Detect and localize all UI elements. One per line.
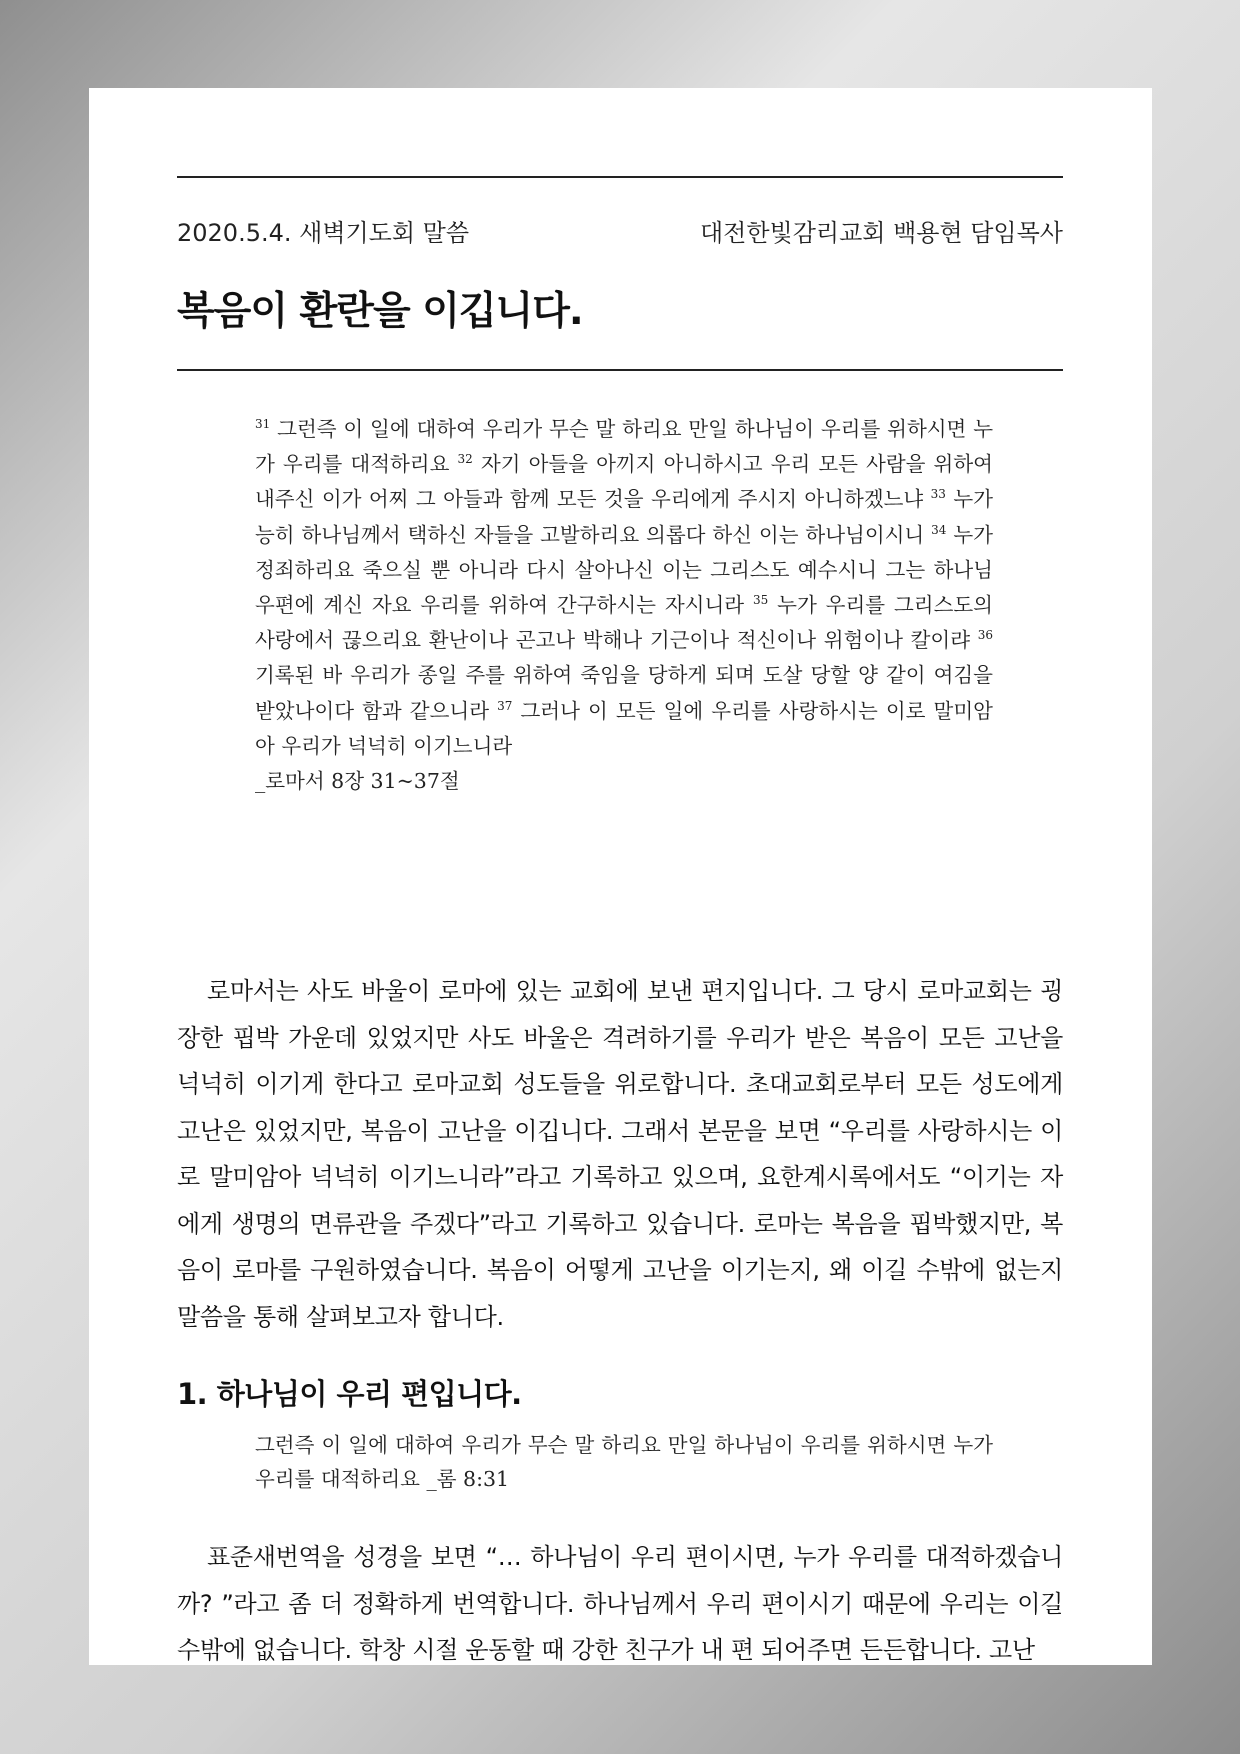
sermon-date-label: 2020.5.4. 새벽기도회 말씀 [177,219,470,247]
verse-text: 자기 아들을 아끼지 아니하시고 우리 모든 사람을 위하여 내주신 이가 어찌 그 아들과 함께 모든 것을 우리에게 주시지 아니하겠느냐 [255,452,993,512]
scripture-quote [255,412,993,799]
verse-number: 37 [497,698,513,713]
document-page [89,88,1152,1665]
intro-paragraph: 로마서는 사도 바울이 로마에 있는 교회에 보낸 편지입니다. 그 당시 로마교회는 굉장한 핍박 가운데 있었지만 사도 바울은 격려하기를 우리가 받은 복음이 모든 고난을 넉넉히 이기게 한다고 로마교회 성도들을 위로합니다. 초대교회로부터 모든 성도에게 고난은 있었지만, 복음이 고난을 이깁니다. 그래서 본문을 보면 “우리를 사랑하시는 이로 말미암아 넉넉히 이기느니라”라고 기록하고 있으며, 요한계시록에서도 “이기는 자에게 생명의 면류관을 주겠다”라고 기록하고 있습니다. 로마는 복음을 핍박했지만, 복음이 로마를 구원하였습니다. 복음이 어떻게 고난을 이기는지, 왜 이길 수밖에 없는지 말씀을 통해 살펴보고자 합니다. [177,977,1063,1331]
header-bottom-rule [177,369,1063,371]
church-pastor-label: 대전한빛감리교회 백용현 담임목사 [699,219,1063,247]
verse-number: 35 [752,593,769,608]
header-top-rule [177,176,1063,178]
verse-number: 36 [977,628,993,643]
header-meta [177,213,1063,248]
section-1-paragraph: 표준새번역을 성경을 보면 “… 하나님이 우리 편이시면, 누가 우리를 대적하겠습니까? ”라고 좀 더 정확하게 번역합니다. 하나님께서 우리 편이시기 때문에 우리는 이길 수밖에 없습니다. 학창 시절 운동할 때 강한 친구가 내 편 되어주면 든든합니다. 고난 [177,1543,1063,1664]
verse-text: 누가 정죄하리요 죽으실 뿐 아니라 다시 살아나신 이는 그리스도 예수시니 그는 하나님 우편에 계신 자요 우리를 위하여 간구하시는 자시니라 [255,522,993,618]
verse-text: 누가 능히 하나님께서 택하신 자들을 고발하리요 의롭다 하신 이는 하나님이시니 [255,487,993,547]
verse-text: 그러나 이 모든 일에 우리를 사랑하시는 이로 말미암아 우리가 넉넉히 이기느니라 [255,698,993,758]
verse-text: 기록된 바 우리가 종일 주를 위하여 죽임을 당하게 되며 도살 당할 양 같이 여김을 받았나이다 함과 같으니라 [255,663,993,723]
verse-text: 누가 우리를 그리스도의 사랑에서 끊으리요 환난이나 곤고나 박해나 기근이나 적신이나 위험이나 칼이랴 [255,593,993,653]
section-1-heading: 1. 하나님이 우리 편입니다. [177,1377,522,1411]
verse-number: 32 [457,452,473,467]
scripture-source: _로마서 8장 31~37절 [255,769,460,794]
sermon-title: 복음이 환란을 이깁니다. [177,289,583,334]
section-1-quote: 그런즉 이 일에 대하여 우리가 무슨 말 하리요 만일 하나님이 우리를 위하시면 누가 우리를 대적하리요 _롬 8:31 [255,1433,993,1491]
verse-number: 31 [255,417,271,431]
verse-text: 그런즉 이 일에 대하여 우리가 무슨 말 하리요 만일 하나님이 우리를 위하시면 누가 우리를 대적하리요 [255,417,993,477]
verse-number: 33 [930,487,946,502]
verse-number: 34 [931,522,947,537]
